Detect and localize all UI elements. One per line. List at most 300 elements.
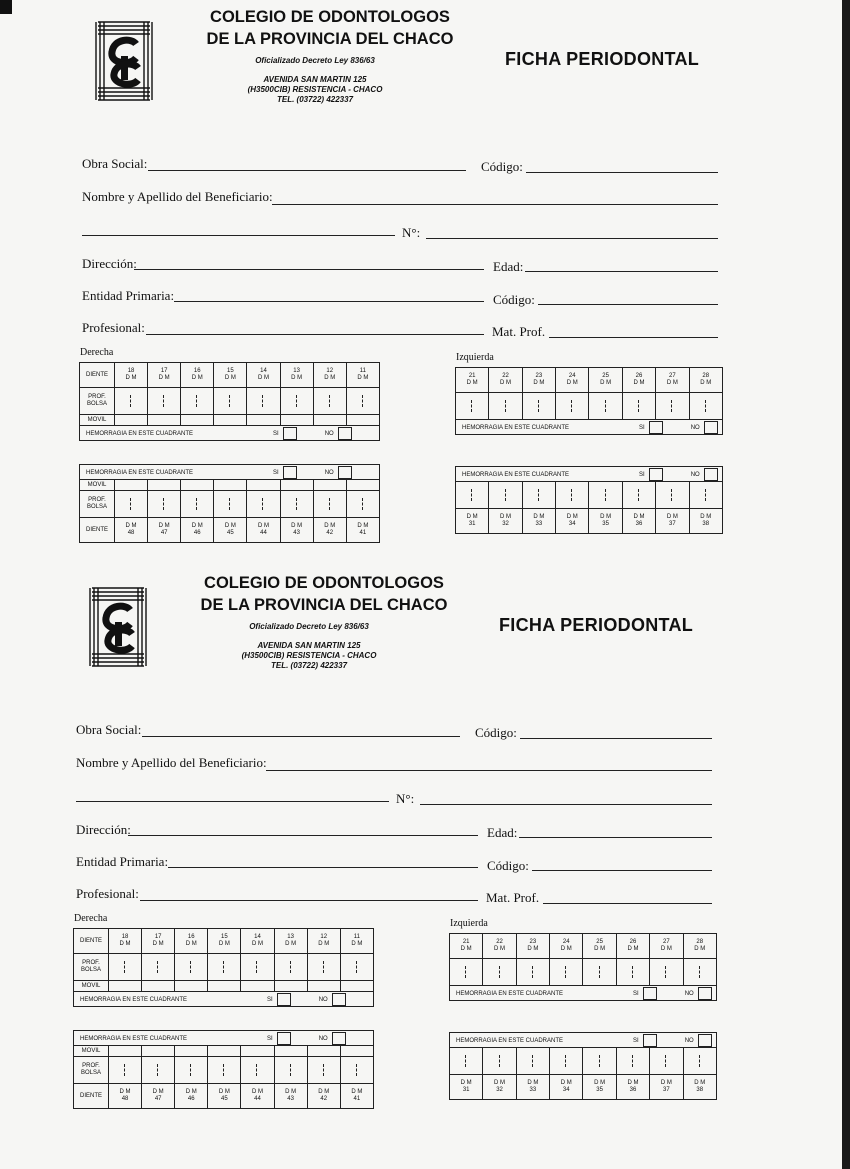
tooth-cell[interactable] — [650, 1075, 683, 1100]
entidad-field[interactable] — [168, 867, 478, 868]
tooth-number: 42 — [320, 1096, 328, 1102]
numero-label: N°: — [402, 225, 421, 240]
probe-cell[interactable] — [683, 1048, 716, 1075]
direccion-field[interactable] — [134, 269, 484, 270]
dm-label: D M — [666, 380, 678, 386]
probe-cell[interactable] — [340, 954, 373, 981]
college-logo-icon — [92, 18, 156, 104]
tooth-cell[interactable] — [340, 1084, 373, 1109]
probe-cell[interactable] — [683, 959, 716, 986]
si-checkbox[interactable] — [649, 468, 663, 481]
probe-cell[interactable] — [175, 954, 208, 981]
tooth-cell[interactable] — [450, 934, 483, 959]
probe-cell[interactable] — [175, 1057, 208, 1084]
no-checkbox[interactable] — [698, 987, 712, 1000]
probe-cell[interactable] — [516, 1048, 549, 1075]
probe-cell[interactable] — [208, 954, 241, 981]
tooth-number: 27 — [668, 373, 676, 379]
tooth-cell[interactable] — [616, 1075, 649, 1100]
hemorragia-row — [456, 420, 723, 435]
probe-cell[interactable] — [656, 393, 689, 420]
movil-cell[interactable] — [274, 1046, 307, 1057]
periodontal-form — [0, 566, 844, 1146]
movil-cell[interactable] — [214, 480, 247, 491]
upper-right-chart — [73, 928, 374, 1007]
beneficiario-field[interactable] — [272, 204, 718, 205]
probe-cell[interactable] — [489, 482, 522, 509]
tooth-cell[interactable] — [489, 509, 522, 534]
tooth-cell[interactable] — [274, 929, 307, 954]
dm-label: D M — [627, 1080, 639, 1086]
tooth-cell[interactable] — [214, 363, 247, 388]
si-checkbox[interactable] — [283, 427, 297, 440]
tooth-cell[interactable] — [208, 1084, 241, 1109]
si-label: SI — [273, 469, 279, 476]
si-checkbox[interactable] — [643, 1034, 657, 1047]
beneficiario-field-2[interactable] — [76, 801, 389, 802]
movil-cell[interactable] — [208, 1046, 241, 1057]
dm-label: D M — [318, 941, 330, 947]
tooth-cell[interactable] — [148, 363, 181, 388]
tooth-cell[interactable] — [181, 363, 214, 388]
no-checkbox[interactable] — [332, 993, 346, 1006]
direccion-field[interactable] — [128, 835, 478, 836]
tooth-number: 41 — [359, 530, 367, 536]
probe-cell[interactable] — [583, 959, 616, 986]
dm-label: D M — [218, 941, 230, 947]
tooth-cell[interactable] — [522, 368, 555, 393]
no-checkbox[interactable] — [698, 1034, 712, 1047]
movil-cell[interactable] — [175, 981, 208, 992]
dm-label: D M — [158, 375, 170, 381]
probe-cell[interactable] — [274, 954, 307, 981]
tooth-number: 17 — [154, 934, 162, 940]
no-label: NO — [684, 1037, 694, 1044]
tooth-cell[interactable] — [313, 363, 346, 388]
numero-label: N°: — [396, 791, 415, 806]
numero-field[interactable] — [420, 804, 712, 805]
derecha-label: Derecha — [80, 347, 114, 358]
probe-cell[interactable] — [522, 393, 555, 420]
movil-cell[interactable] — [247, 415, 280, 426]
tooth-number: 38 — [702, 521, 710, 527]
hemorragia-label: HEMORRAGIA EN ESTE CUADRANTE — [80, 1035, 188, 1042]
dm-label: D M — [633, 380, 645, 386]
tooth-number: 44 — [260, 530, 267, 536]
probe-cell[interactable] — [247, 388, 280, 415]
no-label: NO — [318, 1035, 328, 1042]
tooth-number: 47 — [154, 1096, 162, 1102]
tooth-cell[interactable] — [622, 509, 655, 534]
probe-cell[interactable] — [689, 393, 722, 420]
tooth-number: 26 — [635, 373, 643, 379]
movil-cell[interactable] — [247, 480, 280, 491]
probe-cell[interactable] — [280, 491, 313, 518]
dm-label: D M — [152, 1089, 164, 1095]
probe-cell[interactable] — [456, 393, 489, 420]
edad-field[interactable] — [519, 837, 712, 838]
probe-cell[interactable] — [142, 1057, 175, 1084]
tooth-number: 22 — [496, 939, 503, 945]
tooth-cell[interactable] — [483, 934, 516, 959]
probe-cell[interactable] — [109, 954, 142, 981]
tooth-cell[interactable] — [307, 1084, 340, 1109]
movil-cell[interactable] — [148, 415, 181, 426]
probe-cell[interactable] — [489, 393, 522, 420]
tooth-cell[interactable] — [550, 934, 583, 959]
entidad-label: Entidad Primaria: — [76, 854, 169, 869]
codigo-field[interactable] — [526, 172, 718, 173]
tooth-number: 18 — [127, 368, 135, 374]
tooth-number: 25 — [596, 939, 603, 945]
movil-cell[interactable] — [181, 480, 214, 491]
dm-label: D M — [460, 1080, 472, 1086]
probe-cell[interactable] — [556, 393, 589, 420]
no-checkbox[interactable] — [704, 421, 718, 434]
form-title: FICHA PERIODONTAL — [505, 49, 700, 69]
numero-field[interactable] — [426, 238, 718, 239]
tooth-cell[interactable] — [346, 518, 379, 543]
tooth-cell[interactable] — [683, 934, 716, 959]
edad-field[interactable] — [525, 271, 718, 272]
tooth-cell[interactable] — [313, 518, 346, 543]
lower-right-chart — [73, 1030, 374, 1109]
tooth-number: 43 — [293, 530, 300, 536]
tooth-cell[interactable] — [340, 929, 373, 954]
diente-label: DIENTE — [85, 371, 108, 378]
bolsa-label: BOLSA — [86, 401, 107, 407]
probe-cell[interactable] — [522, 482, 555, 509]
no-label: NO — [324, 469, 334, 476]
tooth-cell[interactable] — [241, 1084, 274, 1109]
si-checkbox[interactable] — [283, 466, 297, 479]
movil-cell[interactable] — [340, 981, 373, 992]
probe-cell[interactable] — [556, 482, 589, 509]
probe-cell[interactable] — [656, 482, 689, 509]
movil-label: MOVIL — [87, 481, 107, 488]
codigo2-field[interactable] — [538, 304, 718, 305]
tooth-cell[interactable] — [656, 368, 689, 393]
probe-cell[interactable] — [346, 491, 379, 518]
probe-cell[interactable] — [280, 388, 313, 415]
decree-text: Oficializado Decreto Ley 836/63 — [255, 56, 375, 65]
probe-cell[interactable] — [307, 1057, 340, 1084]
hemorragia-row — [80, 465, 380, 480]
si-checkbox[interactable] — [277, 1032, 291, 1045]
hemorragia-label: HEMORRAGIA EN ESTE CUADRANTE — [462, 471, 570, 478]
dm-label: D M — [285, 1089, 297, 1095]
movil-cell[interactable] — [181, 415, 214, 426]
probe-cell[interactable] — [340, 1057, 373, 1084]
dm-label: D M — [566, 380, 578, 386]
movil-cell[interactable] — [208, 981, 241, 992]
movil-cell[interactable] — [148, 480, 181, 491]
tooth-cell[interactable] — [683, 1075, 716, 1100]
probe-cell[interactable] — [313, 388, 346, 415]
probe-cell[interactable] — [181, 388, 214, 415]
no-checkbox[interactable] — [332, 1032, 346, 1045]
probe-cell[interactable] — [483, 959, 516, 986]
tooth-cell[interactable] — [556, 509, 589, 534]
tooth-number: 36 — [635, 521, 643, 527]
no-checkbox[interactable] — [704, 468, 718, 481]
dm-label: D M — [494, 946, 506, 952]
probe-cell[interactable] — [650, 1048, 683, 1075]
dm-label: D M — [527, 946, 539, 952]
dm-label: D M — [600, 514, 612, 520]
probe-cell[interactable] — [622, 393, 655, 420]
movil-cell[interactable] — [346, 415, 379, 426]
profesional-field[interactable] — [146, 334, 484, 335]
si-checkbox[interactable] — [277, 993, 291, 1006]
probe-cell[interactable] — [241, 1057, 274, 1084]
tooth-cell[interactable] — [556, 368, 589, 393]
hemorragia-row — [450, 1033, 717, 1048]
movil-cell[interactable] — [280, 415, 313, 426]
address-line2: (H3500CIB) RESISTENCIA - CHACO — [241, 651, 377, 660]
tooth-cell[interactable] — [656, 509, 689, 534]
tooth-cell[interactable] — [241, 929, 274, 954]
form-title: FICHA PERIODONTAL — [499, 615, 694, 635]
no-checkbox[interactable] — [338, 427, 352, 440]
movil-cell[interactable] — [307, 1046, 340, 1057]
movil-cell[interactable] — [274, 981, 307, 992]
tooth-cell[interactable] — [589, 368, 622, 393]
tooth-cell[interactable] — [142, 929, 175, 954]
tooth-cell[interactable] — [589, 509, 622, 534]
tooth-number: 16 — [187, 934, 195, 940]
probe-cell[interactable] — [148, 491, 181, 518]
profesional-field[interactable] — [140, 900, 478, 901]
dm-label: D M — [533, 514, 545, 520]
dm-label: D M — [251, 1089, 263, 1095]
movil-cell[interactable] — [280, 480, 313, 491]
probe-cell[interactable] — [616, 959, 649, 986]
decree-text: Oficializado Decreto Ley 836/63 — [249, 622, 369, 631]
beneficiario-field-2[interactable] — [82, 235, 395, 236]
beneficiario-field[interactable] — [266, 770, 712, 771]
probe-cell[interactable] — [115, 491, 148, 518]
hemorragia-row — [450, 986, 717, 1001]
mat-prof-field[interactable] — [549, 337, 718, 338]
probe-cell[interactable] — [208, 1057, 241, 1084]
si-checkbox[interactable] — [649, 421, 663, 434]
dm-label: D M — [533, 380, 545, 386]
si-label: SI — [633, 1037, 639, 1044]
movil-cell[interactable] — [109, 1046, 142, 1057]
dm-label: D M — [251, 941, 263, 947]
tooth-cell[interactable] — [616, 934, 649, 959]
movil-cell[interactable] — [241, 1046, 274, 1057]
movil-cell[interactable] — [313, 480, 346, 491]
tooth-cell[interactable] — [622, 368, 655, 393]
tooth-cell[interactable] — [516, 934, 549, 959]
probe-cell[interactable] — [516, 959, 549, 986]
tooth-cell[interactable] — [456, 509, 489, 534]
profesional-label: Profesional: — [76, 886, 139, 901]
tooth-cell[interactable] — [583, 934, 616, 959]
obra-social-field[interactable] — [148, 170, 466, 171]
hemorragia-label: HEMORRAGIA EN ESTE CUADRANTE — [456, 1037, 564, 1044]
tooth-cell[interactable] — [550, 1075, 583, 1100]
probe-cell[interactable] — [247, 491, 280, 518]
beneficiario-label: Nombre y Apellido del Beneficiario: — [76, 755, 267, 770]
dm-label: D M — [125, 375, 137, 381]
direccion-label: Dirección: — [82, 256, 137, 271]
probe-cell[interactable] — [589, 393, 622, 420]
probe-cell[interactable] — [450, 959, 483, 986]
tooth-cell[interactable] — [247, 518, 280, 543]
dm-label: D M — [560, 946, 572, 952]
tooth-cell[interactable] — [689, 509, 722, 534]
dm-label: D M — [185, 1089, 197, 1095]
movil-cell[interactable] — [346, 480, 379, 491]
tooth-cell[interactable] — [109, 1084, 142, 1109]
movil-cell[interactable] — [142, 1046, 175, 1057]
tooth-cell[interactable] — [489, 368, 522, 393]
dm-label: D M — [527, 1080, 539, 1086]
si-label: SI — [639, 471, 645, 478]
obra-social-field[interactable] — [142, 736, 460, 737]
dm-label: D M — [218, 1089, 230, 1095]
tooth-cell[interactable] — [450, 1075, 483, 1100]
probe-cell[interactable] — [181, 491, 214, 518]
tooth-cell[interactable] — [115, 363, 148, 388]
derecha-label: Derecha — [74, 913, 108, 924]
dm-label: D M — [324, 523, 336, 529]
no-label: NO — [690, 471, 700, 478]
probe-cell[interactable] — [214, 491, 247, 518]
tooth-cell[interactable] — [583, 1075, 616, 1100]
movil-cell[interactable] — [109, 981, 142, 992]
probe-cell[interactable] — [214, 388, 247, 415]
tooth-number: 28 — [696, 939, 704, 945]
probe-cell[interactable] — [550, 1048, 583, 1075]
dm-label: D M — [357, 375, 369, 381]
tooth-number: 18 — [121, 934, 129, 940]
probe-cell[interactable] — [456, 482, 489, 509]
probe-cell[interactable] — [483, 1048, 516, 1075]
diente-label: DIENTE — [79, 1092, 102, 1099]
dm-label: D M — [660, 946, 672, 952]
org-name-line2: DE LA PROVINCIA DEL CHACO — [206, 30, 454, 48]
tooth-cell[interactable] — [280, 518, 313, 543]
movil-cell[interactable] — [214, 415, 247, 426]
tooth-cell[interactable] — [175, 1084, 208, 1109]
hemorragia-label: HEMORRAGIA EN ESTE CUADRANTE — [86, 430, 194, 437]
no-checkbox[interactable] — [338, 466, 352, 479]
movil-cell[interactable] — [142, 981, 175, 992]
probe-cell[interactable] — [450, 1048, 483, 1075]
dm-label: D M — [291, 375, 303, 381]
dm-label: D M — [119, 941, 131, 947]
movil-cell[interactable] — [313, 415, 346, 426]
tooth-cell[interactable] — [280, 363, 313, 388]
tooth-cell[interactable] — [208, 929, 241, 954]
dm-label: D M — [660, 1080, 672, 1086]
tooth-cell[interactable] — [109, 929, 142, 954]
diente-label: DIENTE — [79, 937, 102, 944]
dm-label: D M — [560, 1080, 572, 1086]
probe-cell[interactable] — [148, 388, 181, 415]
si-checkbox[interactable] — [643, 987, 657, 1000]
probe-cell[interactable] — [583, 1048, 616, 1075]
tooth-cell[interactable] — [307, 929, 340, 954]
tooth-cell[interactable] — [175, 929, 208, 954]
tooth-cell[interactable] — [274, 1084, 307, 1109]
tooth-cell[interactable] — [346, 363, 379, 388]
probe-cell[interactable] — [650, 959, 683, 986]
tooth-cell[interactable] — [214, 518, 247, 543]
probe-cell[interactable] — [616, 1048, 649, 1075]
tooth-cell[interactable] — [247, 363, 280, 388]
entidad-label: Entidad Primaria: — [82, 288, 175, 303]
probe-cell[interactable] — [115, 388, 148, 415]
tooth-cell[interactable] — [181, 518, 214, 543]
tooth-number: 35 — [596, 1087, 603, 1093]
probe-cell[interactable] — [241, 954, 274, 981]
prof-label: PROF. — [88, 394, 106, 400]
movil-cell[interactable] — [307, 981, 340, 992]
dm-label: D M — [633, 514, 645, 520]
probe-cell[interactable] — [307, 954, 340, 981]
probe-cell[interactable] — [142, 954, 175, 981]
tooth-cell[interactable] — [483, 1075, 516, 1100]
probe-cell[interactable] — [109, 1057, 142, 1084]
codigo2-label: Código: — [487, 858, 529, 873]
tooth-number: 13 — [293, 368, 300, 374]
tooth-number: 45 — [221, 1096, 228, 1102]
movil-cell[interactable] — [115, 415, 148, 426]
probe-cell[interactable] — [346, 388, 379, 415]
tooth-cell[interactable] — [115, 518, 148, 543]
probe-cell[interactable] — [689, 482, 722, 509]
tooth-cell[interactable] — [522, 509, 555, 534]
movil-cell[interactable] — [241, 981, 274, 992]
dm-label: D M — [351, 941, 363, 947]
entidad-field[interactable] — [174, 301, 484, 302]
tooth-number: 46 — [187, 1096, 195, 1102]
probe-cell[interactable] — [550, 959, 583, 986]
dm-label: D M — [694, 946, 706, 952]
tooth-number: 27 — [662, 939, 670, 945]
probe-cell[interactable] — [313, 491, 346, 518]
codigo-label: Código: — [481, 159, 523, 174]
probe-cell[interactable] — [274, 1057, 307, 1084]
tooth-cell[interactable] — [456, 368, 489, 393]
tooth-cell[interactable] — [650, 934, 683, 959]
tooth-cell[interactable] — [142, 1084, 175, 1109]
tooth-cell[interactable] — [148, 518, 181, 543]
dm-label: D M — [119, 1089, 131, 1095]
probe-cell[interactable] — [622, 482, 655, 509]
probe-cell[interactable] — [589, 482, 622, 509]
codigo2-field[interactable] — [532, 870, 712, 871]
movil-cell[interactable] — [340, 1046, 373, 1057]
college-logo-icon — [86, 584, 150, 670]
codigo-field[interactable] — [520, 738, 712, 739]
dm-label: D M — [152, 941, 164, 947]
mat-prof-field[interactable] — [543, 903, 712, 904]
movil-cell[interactable] — [175, 1046, 208, 1057]
dm-label: D M — [357, 523, 369, 529]
tooth-number: 37 — [662, 1087, 670, 1093]
movil-cell[interactable] — [115, 480, 148, 491]
tooth-cell[interactable] — [516, 1075, 549, 1100]
tooth-number: 11 — [353, 934, 360, 940]
tooth-cell[interactable] — [689, 368, 722, 393]
dm-label: D M — [291, 523, 303, 529]
